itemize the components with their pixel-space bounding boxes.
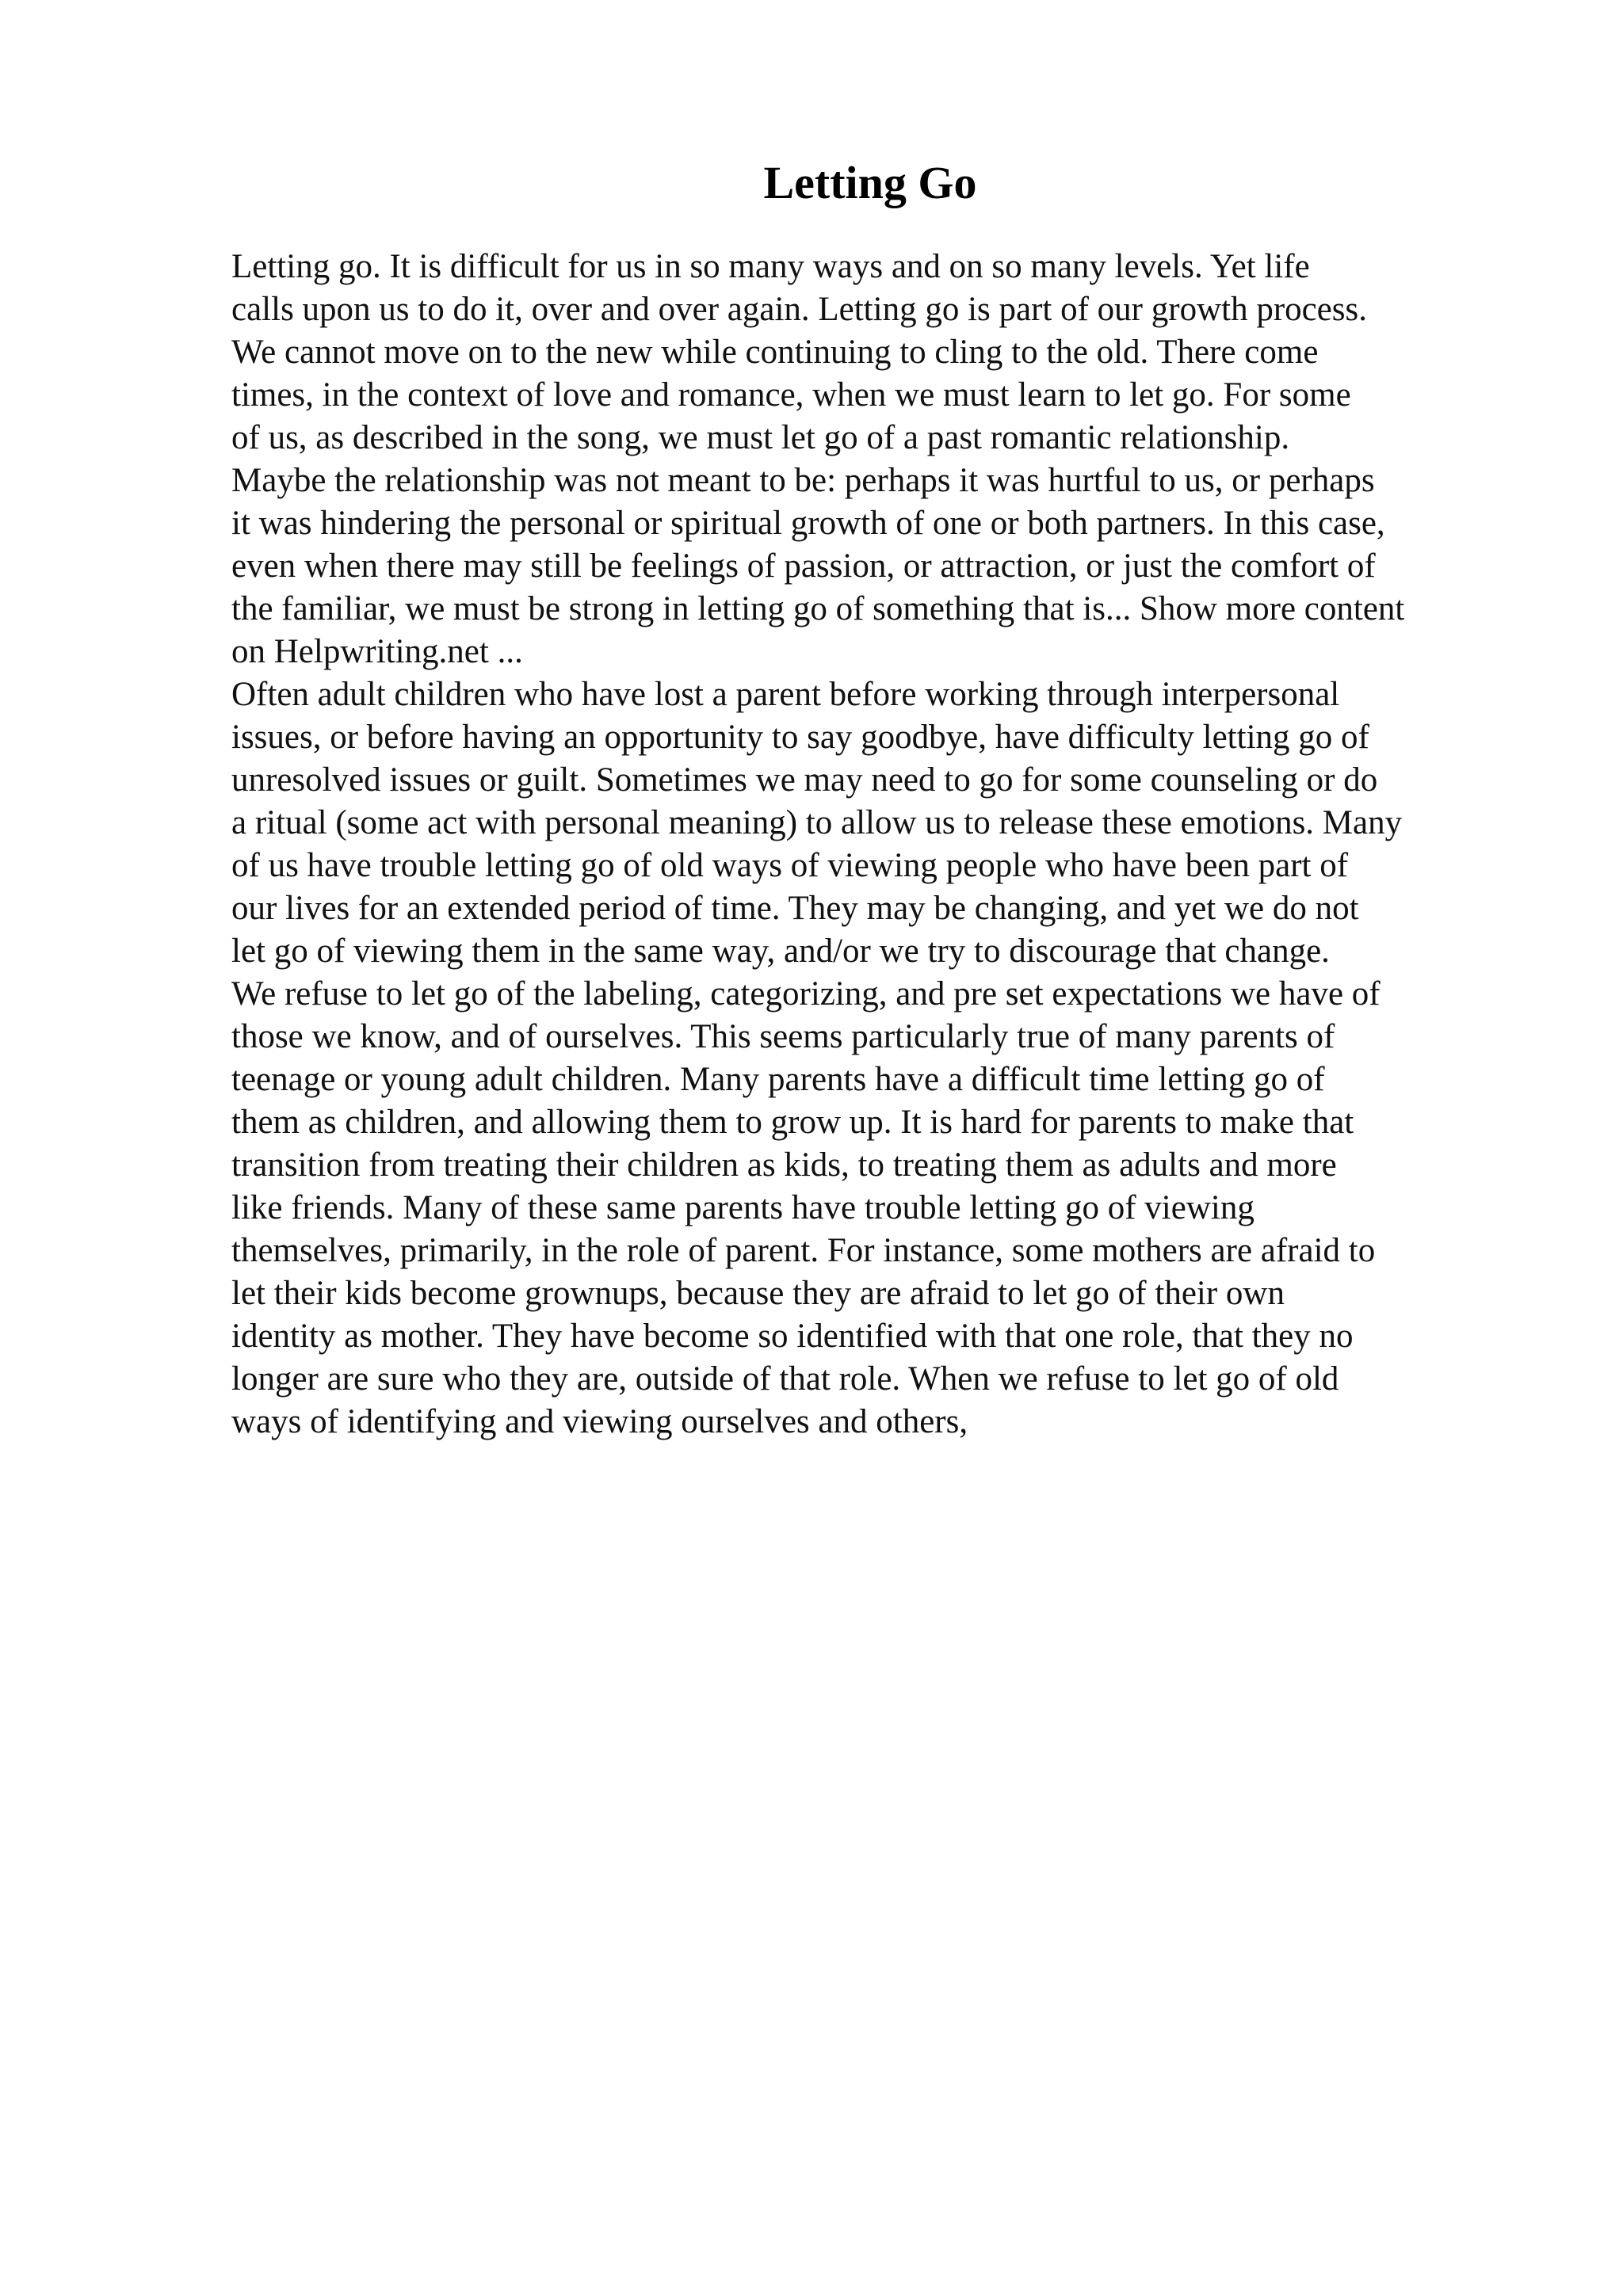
body-line: transition from treating their children as kids, to treating them as adults and more: [231, 1146, 1337, 1184]
body-line: We cannot move on to the new while continuing to cling to the old. There come: [231, 334, 1319, 371]
body-line: calls upon us to do it, over and over again. Letting go is part of our growth process.: [231, 291, 1368, 328]
body-line: times, in the context of love and romance, when we must learn to let go. For some: [231, 376, 1351, 414]
body-line: our lives for an extended period of time. They may be changing, and yet we do not: [231, 890, 1359, 927]
body-line: themselves, primarily, in the role of parent. For instance, some mothers are afraid to: [231, 1232, 1376, 1269]
body-line: it was hindering the personal or spiritual growth of one or both partners. In this case,: [231, 505, 1385, 542]
body-line: Letting go. It is difficult for us in so many ways and on so many levels. Yet life: [231, 248, 1310, 285]
body-line: identity as mother. They have become so identified with that one role, that they no: [231, 1318, 1354, 1355]
body-line: We refuse to let go of the labeling, categorizing, and pre set expectations we have of: [231, 975, 1381, 1013]
body-line: let their kids become grownups, because they are afraid to let go of their own: [231, 1275, 1285, 1312]
body-line: longer are sure who they are, outside of that role. When we refuse to let go of old: [231, 1360, 1339, 1398]
body-line: Often adult children who have lost a parent before working through interpersonal: [231, 676, 1340, 713]
body-line: of us, as described in the song, we must let go of a past romantic relationship.: [231, 419, 1290, 456]
body-line: unresolved issues or guilt. Sometimes we may need to go for some counseling or do: [231, 761, 1378, 799]
body-line: issues, or before having an opportunity to say goodbye, have difficulty letting go of: [231, 719, 1369, 756]
body-line: on Helpwriting.net ...: [231, 633, 523, 670]
body-line: the familiar, we must be strong in letting go of something that is... Show more content: [231, 590, 1405, 627]
body-line: of us have trouble letting go of old ways of viewing people who have been part of: [231, 847, 1349, 884]
body-line: those we know, and of ourselves. This seems particularly true of many parents of: [231, 1018, 1335, 1055]
body-line: them as children, and allowing them to grow up. It is hard for parents to make that: [231, 1104, 1354, 1141]
body-line: ways of identifying and viewing ourselves and others,: [231, 1403, 968, 1440]
body-line: even when there may still be feelings of passion, or attraction, or just the comfort of: [231, 547, 1376, 585]
document-title: Letting Go: [763, 157, 977, 208]
body-line: a ritual (some act with personal meaning) to allow us to release these emotions. Many: [231, 804, 1403, 841]
body-line: let go of viewing them in the same way, and/or we try to discourage that change.: [231, 933, 1330, 970]
body-line: like friends. Many of these same parents have trouble letting go of viewing: [231, 1189, 1254, 1226]
body-line: teenage or young adult children. Many parents have a difficult time letting go of: [231, 1061, 1325, 1098]
body-line: Maybe the relationship was not meant to be: perhaps it was hurtful to us, or perhaps: [231, 462, 1375, 499]
document-body: [231, 246, 1531, 1444]
